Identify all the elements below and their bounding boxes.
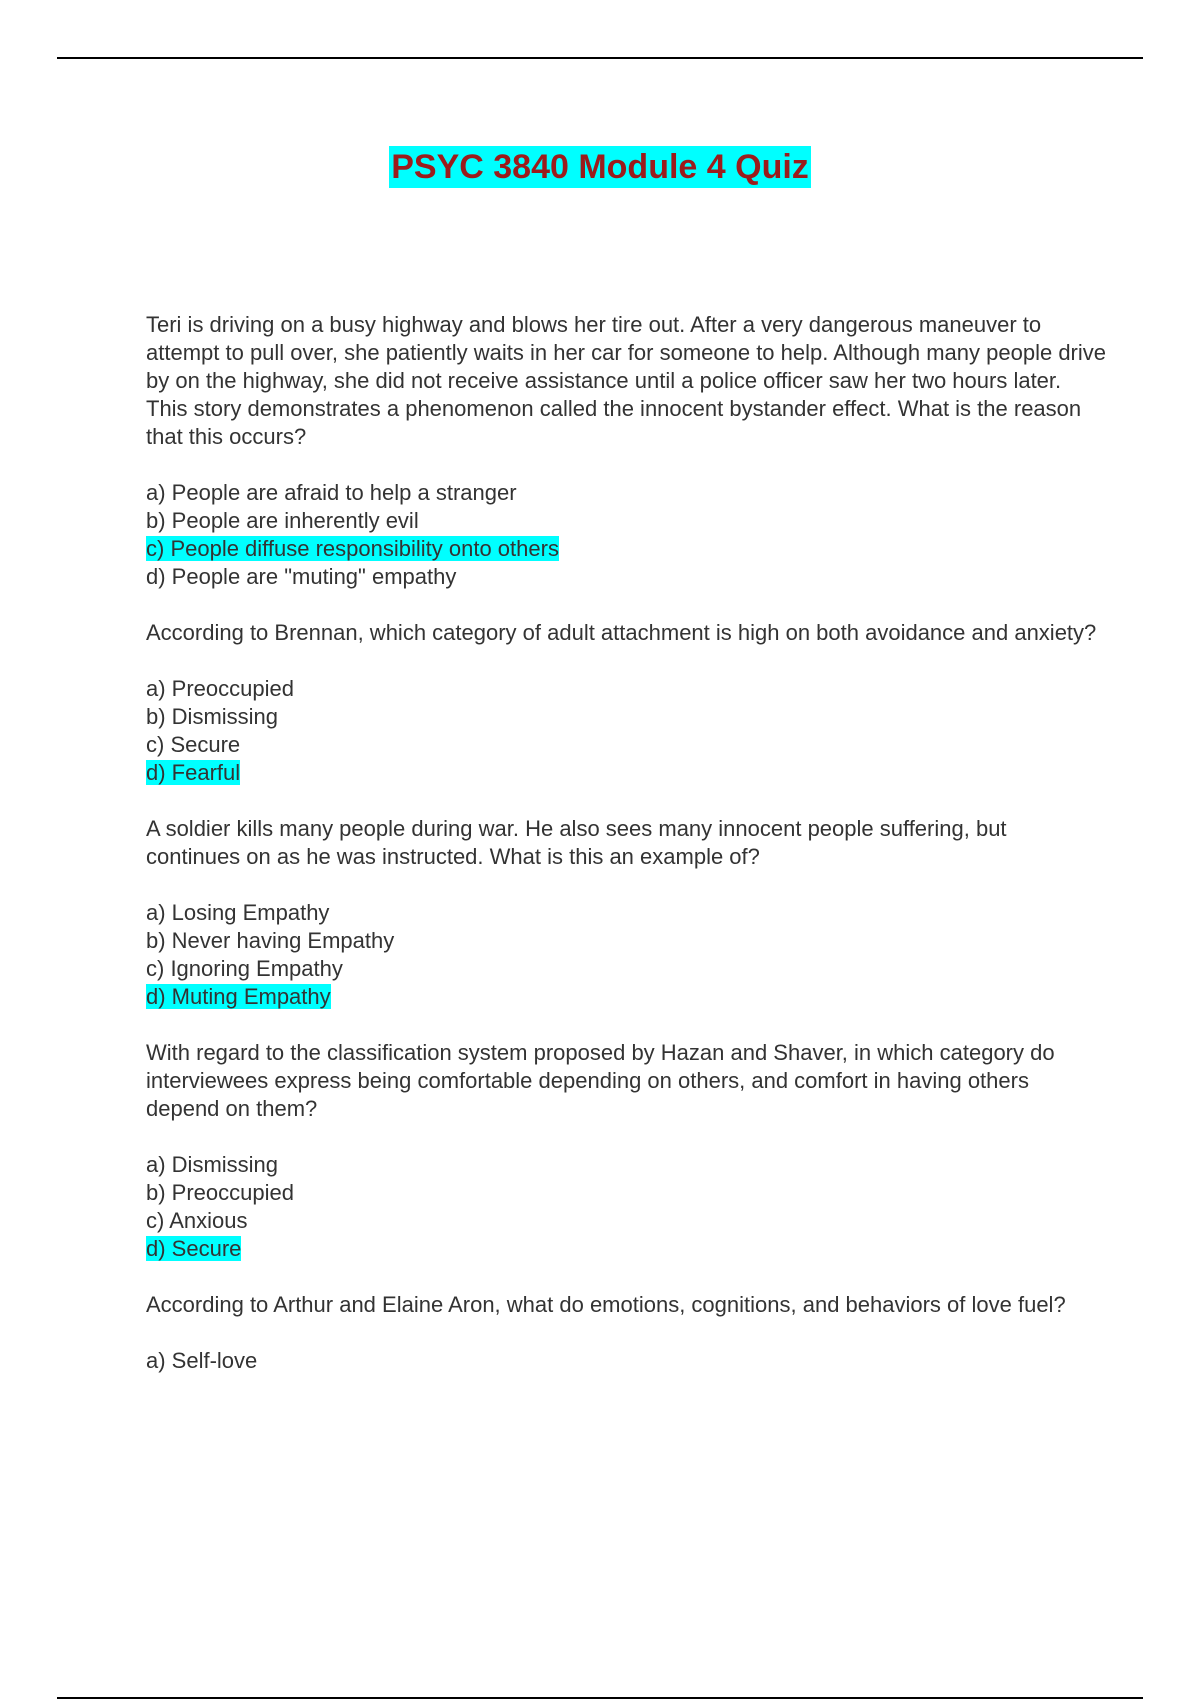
answer-option bbox=[146, 479, 1106, 507]
answer-options bbox=[146, 479, 1106, 591]
answer-option bbox=[146, 927, 1106, 955]
answer-option-highlighted bbox=[146, 1235, 1106, 1263]
answer-option-label: c) Secure bbox=[146, 732, 241, 757]
answer-option-label: d) Muting Empathy bbox=[146, 984, 331, 1009]
quiz-content bbox=[146, 311, 1106, 1403]
answer-option bbox=[146, 1207, 1106, 1235]
answer-option-label: b) Never having Empathy bbox=[146, 928, 395, 953]
question-text: According to Brennan, which category of adult attachment is high on both avoidance and anxiety? bbox=[146, 620, 1097, 645]
title-container bbox=[0, 146, 1200, 188]
question-text: A soldier kills many people during war. He also sees many innocent people suffering, but continues on as he was instructed. What is this an example of? bbox=[146, 816, 1007, 869]
answer-option bbox=[146, 675, 1106, 703]
answer-option-label: a) Preoccupied bbox=[146, 676, 294, 701]
question-text: With regard to the classification system proposed by Hazan and Shaver, in which category do interviewees express being comfortable depending on others, and comfort in having others depend on them? bbox=[146, 1040, 1055, 1121]
answer-option bbox=[146, 507, 1106, 535]
answer-option-label: a) Dismissing bbox=[146, 1152, 279, 1177]
page-title: PSYC 3840 Module 4 Quiz bbox=[391, 148, 809, 186]
answer-option bbox=[146, 703, 1106, 731]
answer-option-label: c) People diffuse responsibility onto others bbox=[146, 536, 559, 561]
answer-option-label: d) People are "muting" empathy bbox=[146, 564, 457, 589]
question-block bbox=[146, 1291, 1106, 1375]
question-text: Teri is driving on a busy highway and blows her tire out. After a very dangerous maneuver to attempt to pull over, she patiently waits in her car for someone to help. Although many people drive by on the highway, she did not receive assistance until a police officer saw her two hours later. This story demonstrates a phenomenon called the innocent bystander effect. What is the reason that this occurs? bbox=[146, 312, 1106, 449]
answer-option bbox=[146, 1151, 1106, 1179]
answer-option bbox=[146, 899, 1106, 927]
answer-options bbox=[146, 899, 1106, 1011]
answer-option bbox=[146, 1179, 1106, 1207]
bottom-rule bbox=[57, 1697, 1143, 1699]
question-block bbox=[146, 311, 1106, 591]
answer-option-label: a) People are afraid to help a stranger bbox=[146, 480, 517, 505]
answer-option bbox=[146, 731, 1106, 759]
answer-option-label: b) Preoccupied bbox=[146, 1180, 294, 1205]
question-block bbox=[146, 619, 1106, 787]
answer-option bbox=[146, 1347, 1106, 1375]
answer-option-label: c) Anxious bbox=[146, 1208, 248, 1233]
answer-option-label: d) Secure bbox=[146, 1236, 242, 1261]
answer-options bbox=[146, 1347, 1106, 1375]
answer-option-label: b) Dismissing bbox=[146, 704, 279, 729]
answer-option-highlighted bbox=[146, 983, 1106, 1011]
answer-option-highlighted bbox=[146, 759, 1106, 787]
question-block bbox=[146, 815, 1106, 1011]
answer-option-label: d) Fearful bbox=[146, 760, 241, 785]
question-text: According to Arthur and Elaine Aron, what do emotions, cognitions, and behaviors of love fuel? bbox=[146, 1292, 1066, 1317]
answer-options bbox=[146, 1151, 1106, 1263]
answer-options bbox=[146, 675, 1106, 787]
answer-option-label: b) People are inherently evil bbox=[146, 508, 419, 533]
answer-option-label: a) Losing Empathy bbox=[146, 900, 330, 925]
top-rule bbox=[57, 57, 1143, 59]
answer-option bbox=[146, 563, 1106, 591]
answer-option-highlighted bbox=[146, 535, 1106, 563]
answer-option-label: a) Self-love bbox=[146, 1348, 258, 1373]
answer-option-label: c) Ignoring Empathy bbox=[146, 956, 343, 981]
answer-option bbox=[146, 955, 1106, 983]
question-block bbox=[146, 1039, 1106, 1263]
